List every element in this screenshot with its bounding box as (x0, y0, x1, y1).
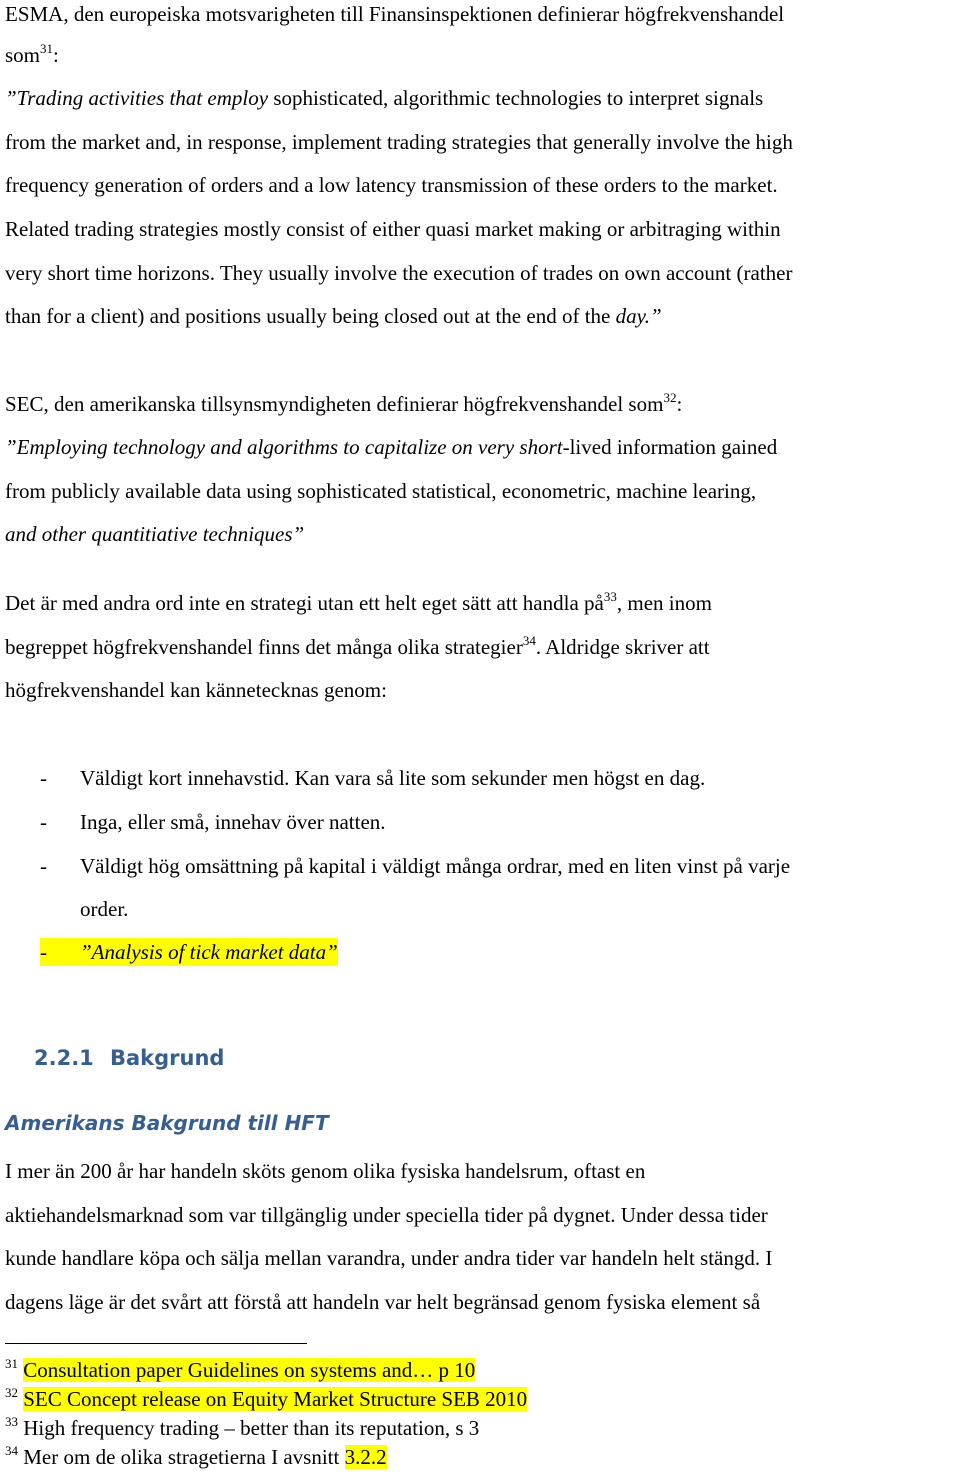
strategy-line: begreppet högfrekvenshandel finns det många olika strategier$^{34}$. Aldridge skriver att (5, 633, 710, 659)
footnote-ref-31[interactable]: 31 (40, 41, 54, 56)
esma-quote-line: frequency generation of orders and a low latency transmission of these orders to the market. (5, 173, 778, 197)
list-item-highlighted: - ”Analysis of tick market data” (40, 940, 338, 964)
esma-intro-line: ESMA, den europeiska motsvarigheten till Finansinspektionen definierar högfrekvenshandel (5, 2, 785, 26)
section-link[interactable]: 3.2.2 (344, 1445, 387, 1469)
esma-quote-line: than for a client) and positions usually being closed out at the end of the day.” (5, 304, 662, 328)
esma-quote-line: very short time horizons. They usually involve the execution of trades on own account (rather (5, 261, 793, 285)
footnote-31: $^{31}$ Consultation paper Guidelines on systems and… p 10 (5, 1356, 476, 1382)
strategy-line: högfrekvenshandel kan kännetecknas genom: (5, 678, 387, 702)
sec-quote-line: from publicly available data using sophisticated statistical, econometric, machine learing, (5, 479, 757, 503)
esma-quote-line: ”Trading activities that employ sophisticated, algorithmic technologies to interpret signals (5, 86, 764, 110)
esma-intro-line-2: som$^{31}$: (5, 41, 59, 67)
history-line: kunde handlare köpa och sälja mellan varandra, under andra tider var handeln helt stängd. I (5, 1246, 773, 1270)
esma-quote-line: from the market and, in response, implement trading strategies that generally involve the high (5, 130, 793, 154)
footnote-ref-32[interactable]: 32 (663, 390, 677, 405)
list-item: - Väldigt kort innehavstid. Kan vara så lite som sekunder men högst en dag. (40, 766, 706, 790)
footnote-ref-34[interactable]: 34 (522, 633, 536, 648)
esma-quote-line: Related trading strategies mostly consist of either quasi market making or arbitraging within (5, 217, 781, 241)
sec-intro-line: SEC, den amerikanska tillsynsmyndigheten definierar högfrekvenshandel som$^{32}$: (5, 390, 683, 416)
subsection-heading: Amerikans Bakgrund till HFT (5, 1111, 329, 1135)
history-line: I mer än 200 år har handeln sköts genom olika fysiska handelsrum, oftast en (5, 1159, 646, 1183)
footnote-ref-33[interactable]: 33 (603, 589, 617, 604)
strategy-line: Det är med andra ord inte en strategi utan ett helt eget sätt att handla $på^{33}$, men inom (5, 589, 712, 615)
section-heading: 2.2.1 Bakgrund (34, 1046, 225, 1070)
sec-quote-line: and other quantitiative techniques” (5, 522, 305, 546)
history-line: dagens läge är det svårt att förstå att handeln var helt begränsad genom fysiska element så (5, 1290, 761, 1314)
list-item: - Väldigt hög omsättning på kapital i väldigt många ordrar, med en liten vinst på varje (40, 854, 791, 878)
footnote-34: $^{34}$ Mer om de olika stragetierna I avsnitt 3.2.2 (5, 1443, 387, 1469)
sec-quote-line: ”Employing technology and algorithms to capitalize on very short-lived information gained (5, 435, 778, 459)
footnote-32: $^{32}$ SEC Concept release on Equity Market Structure SEB 2010 (5, 1385, 528, 1411)
list-item: - Inga, eller små, innehav över natten. (40, 810, 386, 834)
list-item-continuation: order. (80, 897, 129, 921)
footnote-separator (5, 1343, 307, 1344)
history-line: aktiehandelsmarknad som var tillgänglig under speciella tider på dygnet. Under dessa tider (5, 1203, 768, 1227)
footnote-33: $^{33}$ High frequency trading – better than its reputation, s 3 (5, 1414, 480, 1440)
